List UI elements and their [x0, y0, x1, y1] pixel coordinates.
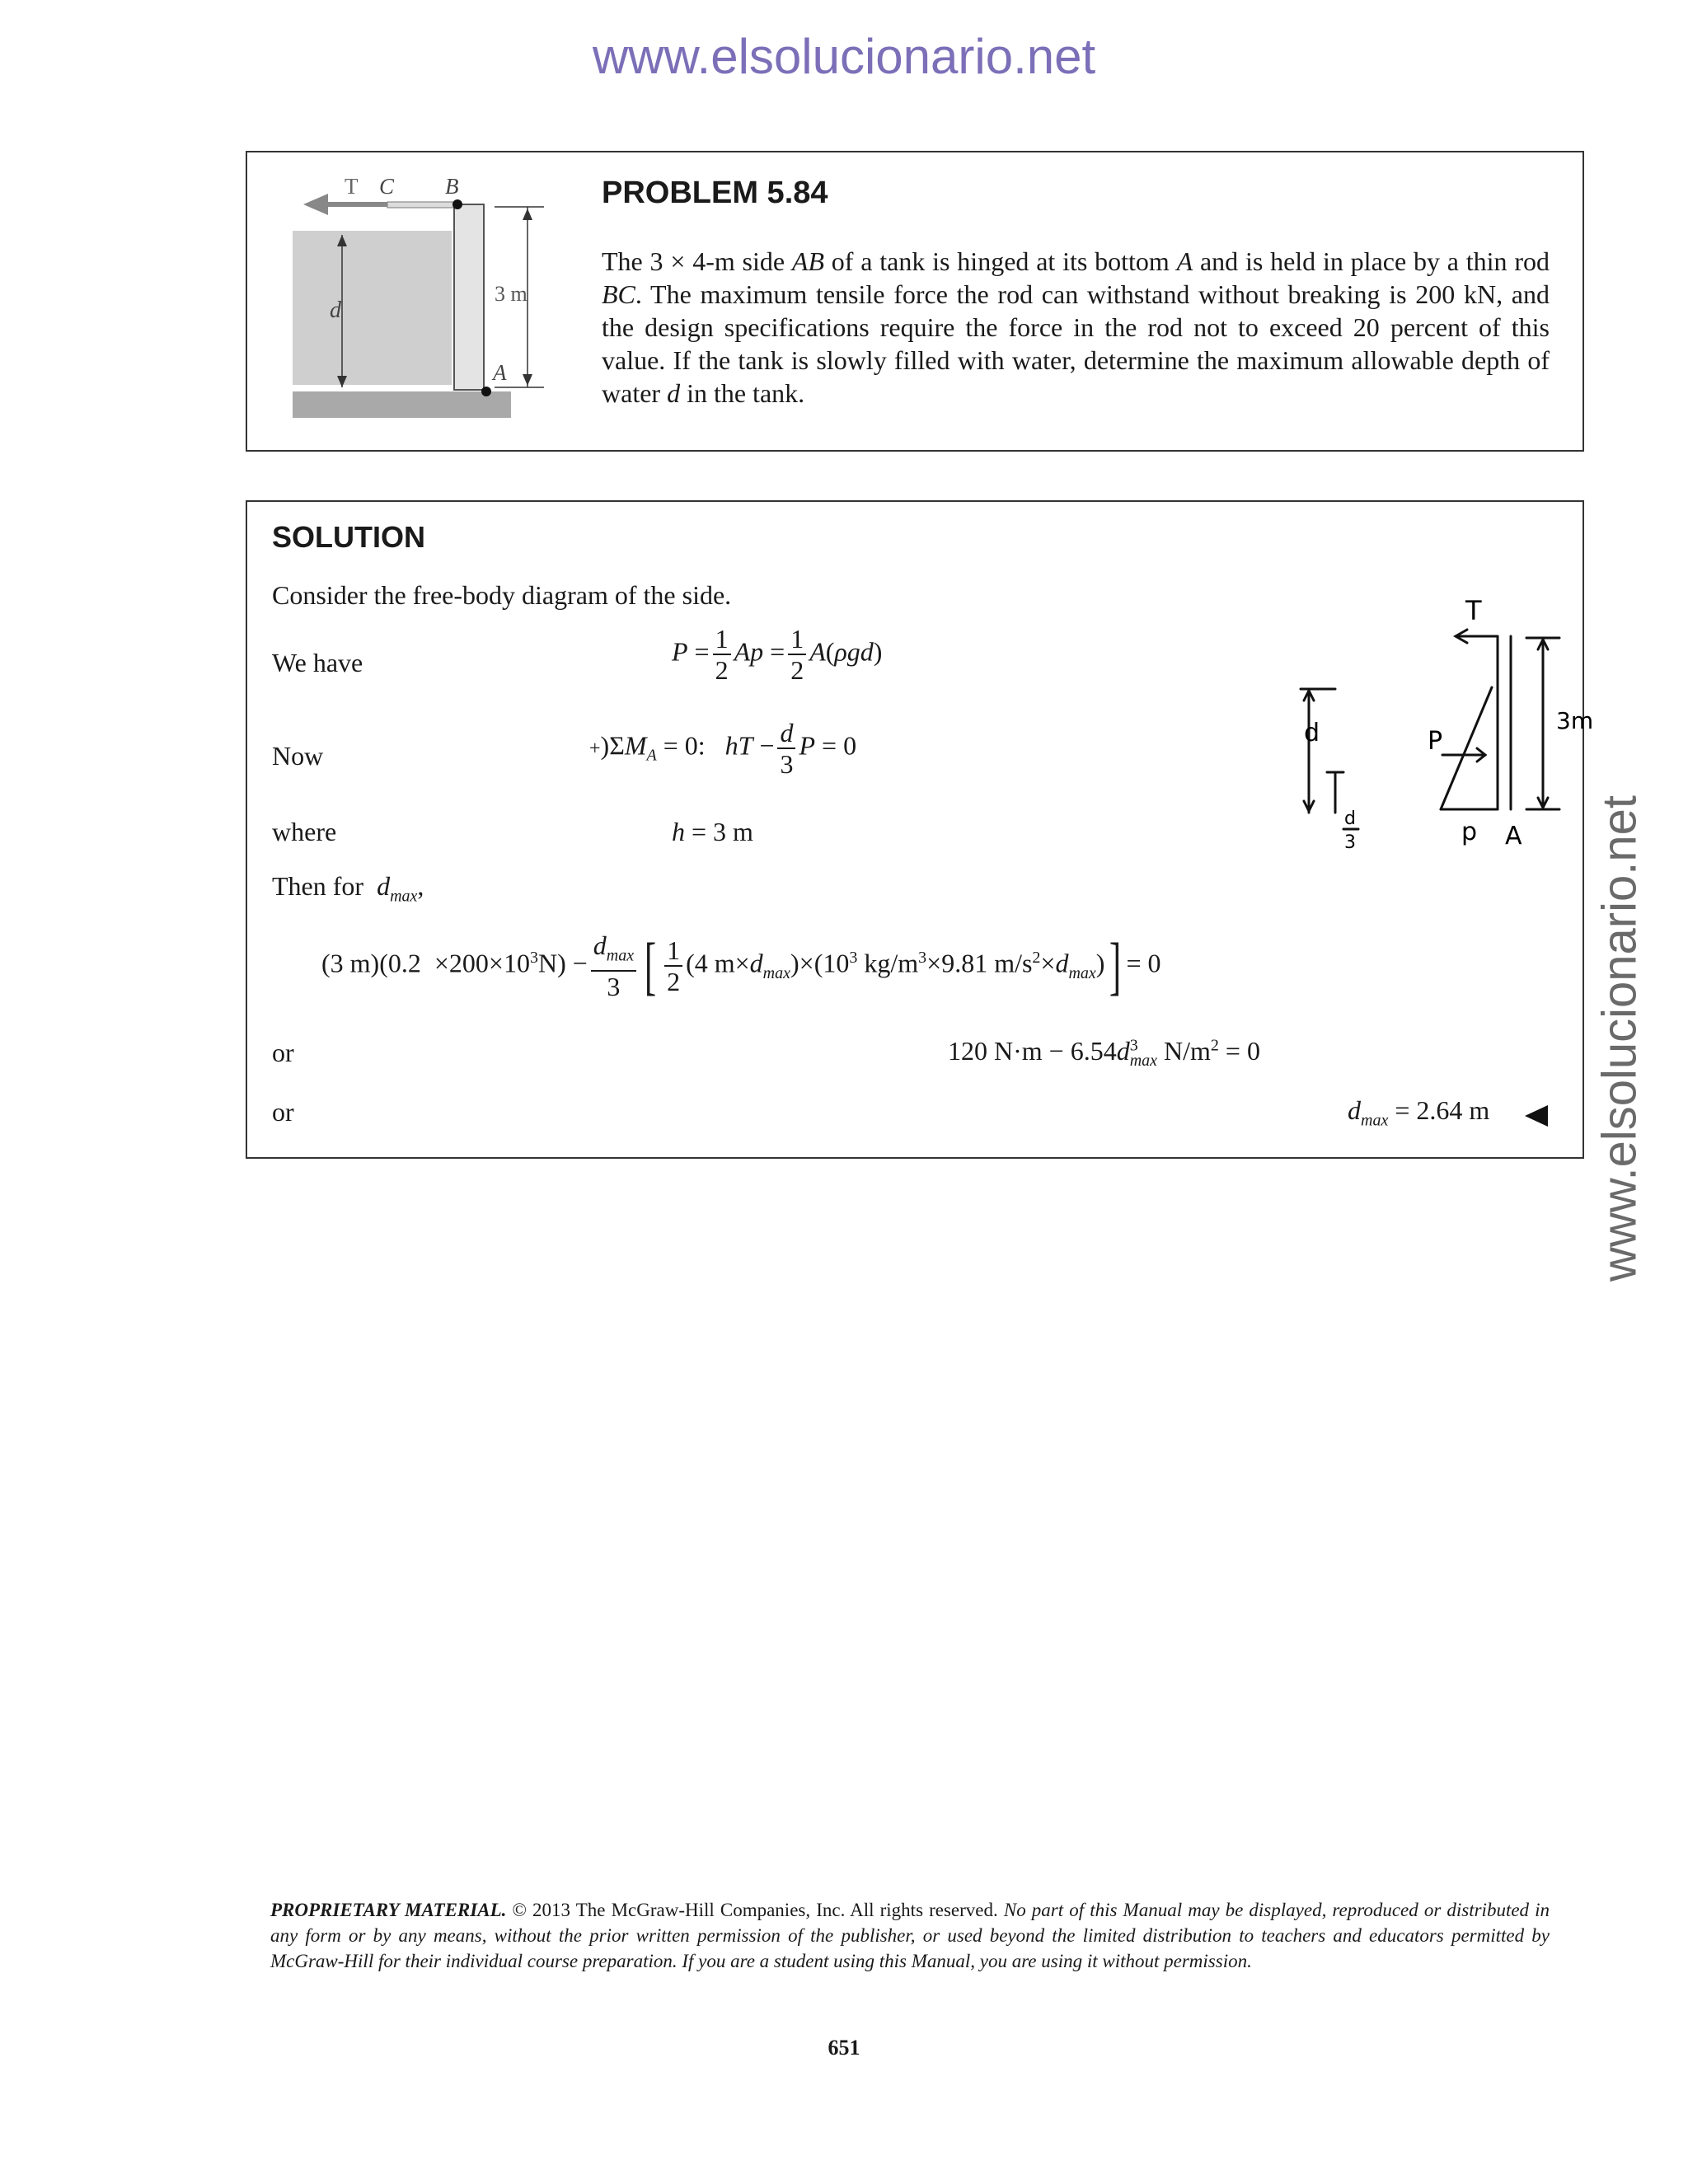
or-label-1: or: [272, 1038, 294, 1067]
fbd-label-d: d: [1304, 719, 1320, 748]
problem-box: [246, 151, 1584, 452]
where-label: where: [272, 817, 337, 846]
rod-bc: [387, 202, 457, 208]
pressure-force-equation: P = $\frac{1}{2}$ Ap = $\frac{1}{2}$ A(ρgd): [672, 624, 883, 685]
label-d: d: [330, 298, 341, 323]
point-b: [452, 199, 462, 209]
label-t: T: [345, 174, 359, 199]
label-3m: 3 m: [495, 282, 528, 306]
free-body-diagram: [1294, 595, 1594, 869]
fbd-label-3m: 3m: [1556, 707, 1594, 734]
solution-title: SOLUTION: [272, 520, 425, 554]
tank-side-ab: [454, 204, 484, 390]
now-label: Now: [272, 741, 324, 771]
or-label-2: or: [272, 1097, 294, 1127]
we-have-label: We have: [272, 648, 363, 677]
substituted-equation: (3 $m)(0.2 \times 200\times 10^3N)$ − $\frac{d_{max}}{3}$ [ $\frac{1}{2}$ (4 $m\times d_{max})\times(10^3$ $kg/m^3\times 9.81$ $m/s^2\times d_{max})] = 0$: [321, 930, 1161, 1002]
page-number: 651: [828, 2036, 860, 2060]
water-region: [293, 231, 452, 385]
fbd-label-p: P: [1428, 727, 1443, 756]
label-b: B: [445, 174, 459, 199]
solution-intro: Consider the free-body diagram of the side.: [272, 580, 732, 610]
answer-marker-icon: [1523, 1104, 1551, 1128]
then-for-label: Then for $d_{max}$,: [272, 871, 424, 906]
problem-statement: The 3 × 4-m side AB of a tank is hinged at its bottom A and is held in place by a thin rod BC. The maximum tensile force the rod can withstand without breaking is 200 kN, and the design specifications require the force in the rod not to exceed 20 percent of this value. If the tank is slowly filled with water, determine the maximum allowable depth of water d in the tank.: [602, 246, 1550, 408]
watermark-side: www.elsolucionario.net: [1592, 795, 1647, 1282]
fbd-label-a: A: [1505, 822, 1522, 851]
moment-equation: $+)\Sigma M_A = 0$: hT − $\frac{d}{3}$ P = 0: [589, 718, 857, 779]
point-a: [481, 387, 491, 396]
fbd-label-t: T: [1465, 595, 1482, 626]
final-answer: $d_{max} = 2.64$ m: [1348, 1095, 1490, 1130]
fbd-label-d3-den: 3: [1344, 832, 1356, 853]
problem-title: PROBLEM 5.84: [602, 176, 828, 210]
tank-figure: [247, 152, 544, 433]
force-arrowhead-t: [303, 194, 328, 215]
fbd-label-small-p: p: [1461, 818, 1478, 846]
label-c: C: [379, 174, 395, 199]
solution-box: [246, 500, 1594, 1159]
fbd-label-d3-num: d: [1344, 808, 1356, 829]
h-definition: h = 3 m: [672, 817, 753, 846]
ground: [293, 391, 511, 418]
watermark-top: www.elsolucionario.net: [592, 29, 1096, 84]
label-a: A: [493, 360, 507, 385]
copyright-notice: PROPRIETARY MATERIAL. © 2013 The McGraw-Hill Companies, Inc. All rights reserved. No part of this Manual may be displayed, reproduced or distributed in any form or by any means, without the prior written permission of the publisher, or used beyond the limited distribution to teachers and educators permitted by McGraw-Hill for their individual course preparation. If you are a student using this Manual, you are using it without permission.: [270, 1900, 1550, 1971]
reduced-equation: 120 $N\cdot m - 6.54d^3_{max}$ $N/m^2 = 0$: [948, 1036, 1260, 1071]
